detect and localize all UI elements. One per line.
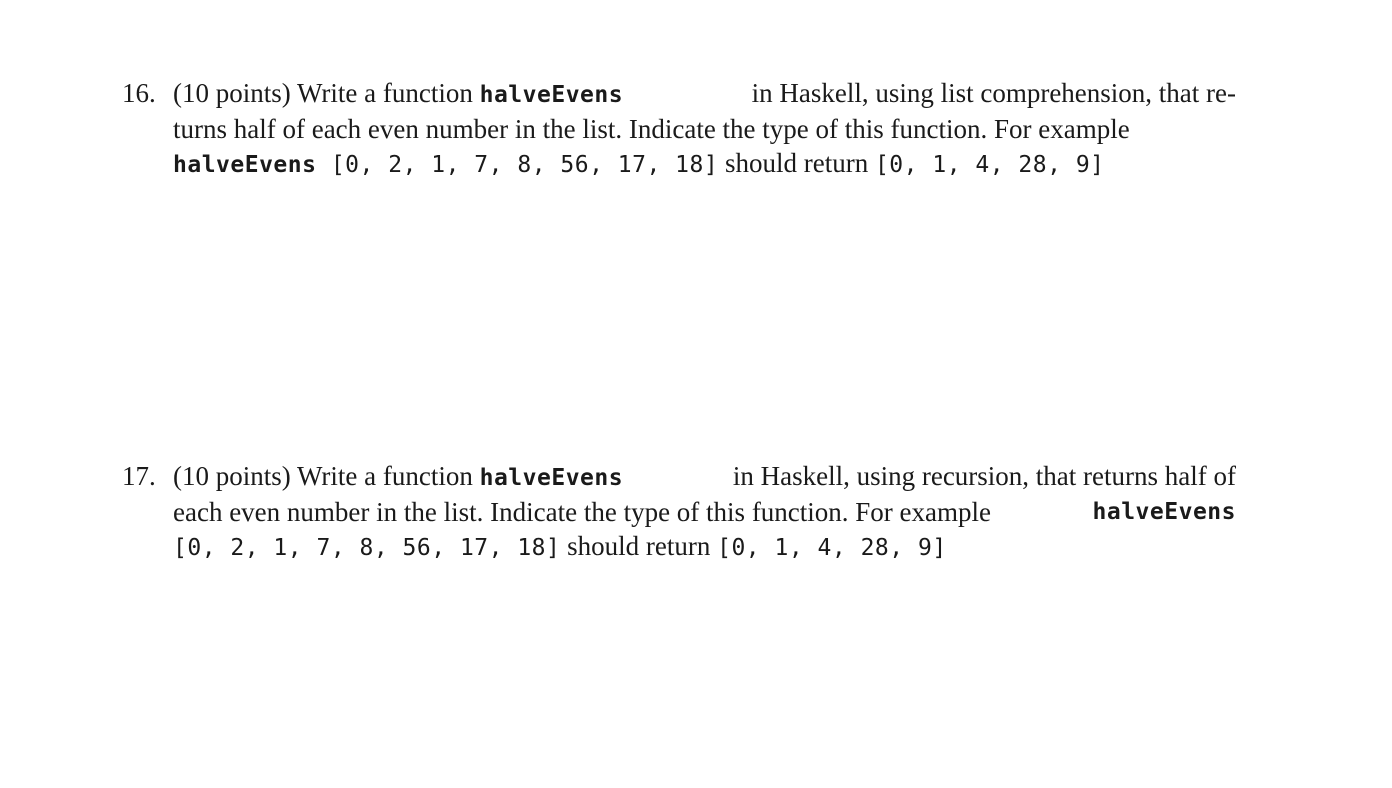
problem-17-example-input: [0, 2, 1, 7, 8, 56, 17, 18] bbox=[173, 535, 561, 561]
problem-17-line-3 bbox=[122, 529, 1242, 565]
problem-17-example-function: halveEvens bbox=[1092, 499, 1236, 525]
problem-16-line-3 bbox=[122, 146, 1242, 182]
problem-16-header bbox=[122, 76, 623, 112]
problem-17-header bbox=[122, 459, 623, 495]
problem-16-line-1 bbox=[122, 76, 1236, 112]
problem-16-example-function: halveEvens bbox=[173, 152, 317, 178]
problem-17-line-2-text: each even number in the list. Indicate the type of this function. For example bbox=[173, 497, 998, 527]
problem-16-example-output: [0, 1, 4, 28, 9] bbox=[874, 152, 1105, 178]
problem-17-function-name: halveEvens bbox=[479, 465, 624, 491]
problem-16-should-return-text: should return bbox=[718, 148, 875, 178]
problem-16-function-name: halveEvens bbox=[479, 82, 624, 108]
problem-16-example-input: [0, 2, 1, 7, 8, 56, 17, 18] bbox=[316, 152, 719, 178]
problem-16-line-2 bbox=[122, 112, 1236, 146]
problem-16 bbox=[122, 76, 1242, 182]
problem-17-should-return-text: should return bbox=[560, 531, 718, 561]
problem-17-example-output: [0, 1, 4, 28, 9] bbox=[717, 535, 947, 561]
problem-16-intro-text: (10 points) Write a function bbox=[173, 78, 480, 108]
problem-16-number: 16. bbox=[122, 78, 156, 108]
problem-16-line-2-text: turns half of each even number in the list. Indicate the type of this function. For example bbox=[173, 114, 1130, 144]
problem-17-line-1 bbox=[122, 459, 1236, 495]
problem-17 bbox=[122, 459, 1242, 565]
problem-17-line-1-tail: in Haskell, using recursion, that returns half of bbox=[726, 461, 1236, 491]
problem-17-intro-text: (10 points) Write a function bbox=[173, 461, 480, 491]
problem-16-line-1-tail: in Haskell, using list comprehension, that re- bbox=[744, 78, 1236, 108]
problem-17-line-2 bbox=[122, 495, 1236, 529]
problem-17-number: 17. bbox=[122, 461, 156, 491]
